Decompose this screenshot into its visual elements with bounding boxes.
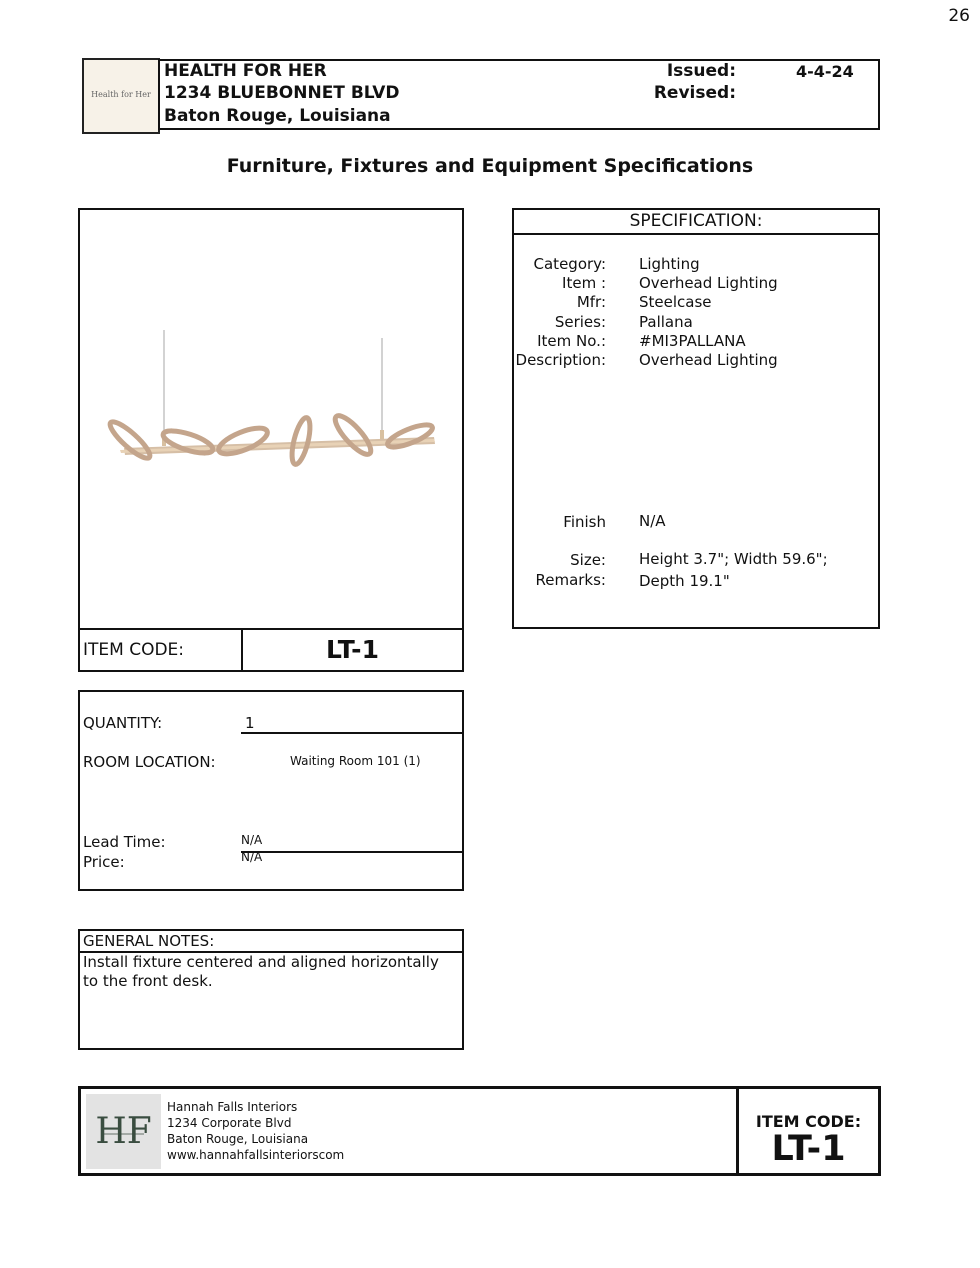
project-header [158, 59, 880, 130]
price-label: Price: [83, 853, 125, 871]
lead-time-label: Lead Time: [83, 833, 166, 851]
designer-website: www.hannahfallsinteriorscom [167, 1148, 345, 1162]
description-label: Description: [515, 351, 606, 369]
item-code-value: LT-1 [326, 635, 379, 664]
designer-logo-letters: HF [95, 1111, 152, 1152]
item-no-value: #MI3PALLANA [639, 332, 746, 350]
room-location-value: Waiting Room 101 (1) [290, 754, 421, 768]
category-value: Lighting [639, 255, 700, 273]
lead-time-underline [241, 851, 462, 853]
room-location-label: ROOM LOCATION: [83, 753, 216, 771]
page-title: Furniture, Fixtures and Equipment Specifications [226, 155, 754, 177]
client-logo [82, 58, 160, 134]
designer-footer [78, 1086, 881, 1176]
size-value-line2: Depth 19.1" [639, 572, 730, 590]
general-notes-panel [78, 929, 464, 1050]
revised-label: Revised: [653, 83, 736, 103]
issued-label: Issued: [666, 61, 736, 81]
footer-item-code-label: ITEM CODE: [755, 1112, 862, 1131]
client-name: HEALTH FOR HER [164, 61, 327, 81]
issued-date: 4-4-24 [796, 62, 854, 81]
designer-address: 1234 Corporate Blvd [167, 1116, 292, 1130]
designer-company: Hannah Falls Interiors [167, 1100, 298, 1114]
client-logo-text: Health for Her [91, 90, 151, 99]
series-label: Series: [554, 313, 606, 331]
specification-heading: SPECIFICATION: [514, 210, 878, 235]
price-value: N/A [241, 850, 263, 864]
client-city: Baton Rouge, Louisiana [164, 106, 391, 126]
remarks-label: Remarks: [535, 571, 606, 589]
product-image-panel [78, 208, 464, 672]
designer-city: Baton Rouge, Louisiana [167, 1132, 309, 1146]
category-label: Category: [533, 255, 606, 273]
mfr-value: Steelcase [639, 293, 712, 311]
general-notes-heading: GENERAL NOTES: [80, 931, 462, 953]
client-address: 1234 BLUEBONNET BLVD [164, 83, 400, 103]
item-code-label: ITEM CODE: [83, 640, 185, 660]
finish-label: Finish [563, 513, 606, 531]
order-details-panel [78, 690, 464, 891]
mfr-label: Mfr: [576, 293, 606, 311]
item-no-label: Item No.: [537, 332, 606, 350]
item-value: Overhead Lighting [639, 274, 778, 292]
quantity-underline [241, 732, 462, 734]
designer-logo-mark [86, 1094, 161, 1169]
general-notes-text: Install fixture centered and aligned horizontally to the front desk. [83, 953, 439, 990]
page-number: 26 [948, 6, 970, 26]
quantity-value: 1 [245, 714, 255, 732]
finish-value: N/A [639, 512, 666, 530]
lead-time-value: N/A [241, 833, 263, 847]
description-value: Overhead Lighting [639, 351, 778, 369]
pendant-fixture-image [80, 210, 462, 626]
specification-panel [512, 208, 880, 629]
designer-logo [86, 1094, 161, 1169]
size-label: Size: [570, 551, 606, 569]
item-code-row [80, 628, 462, 672]
footer-item-code-value: LT-1 [771, 1129, 846, 1169]
size-value-line1: Height 3.7"; Width 59.6"; [639, 550, 828, 568]
series-value: Pallana [639, 313, 693, 331]
item-label: Item : [562, 274, 606, 292]
quantity-label: QUANTITY: [83, 714, 163, 732]
